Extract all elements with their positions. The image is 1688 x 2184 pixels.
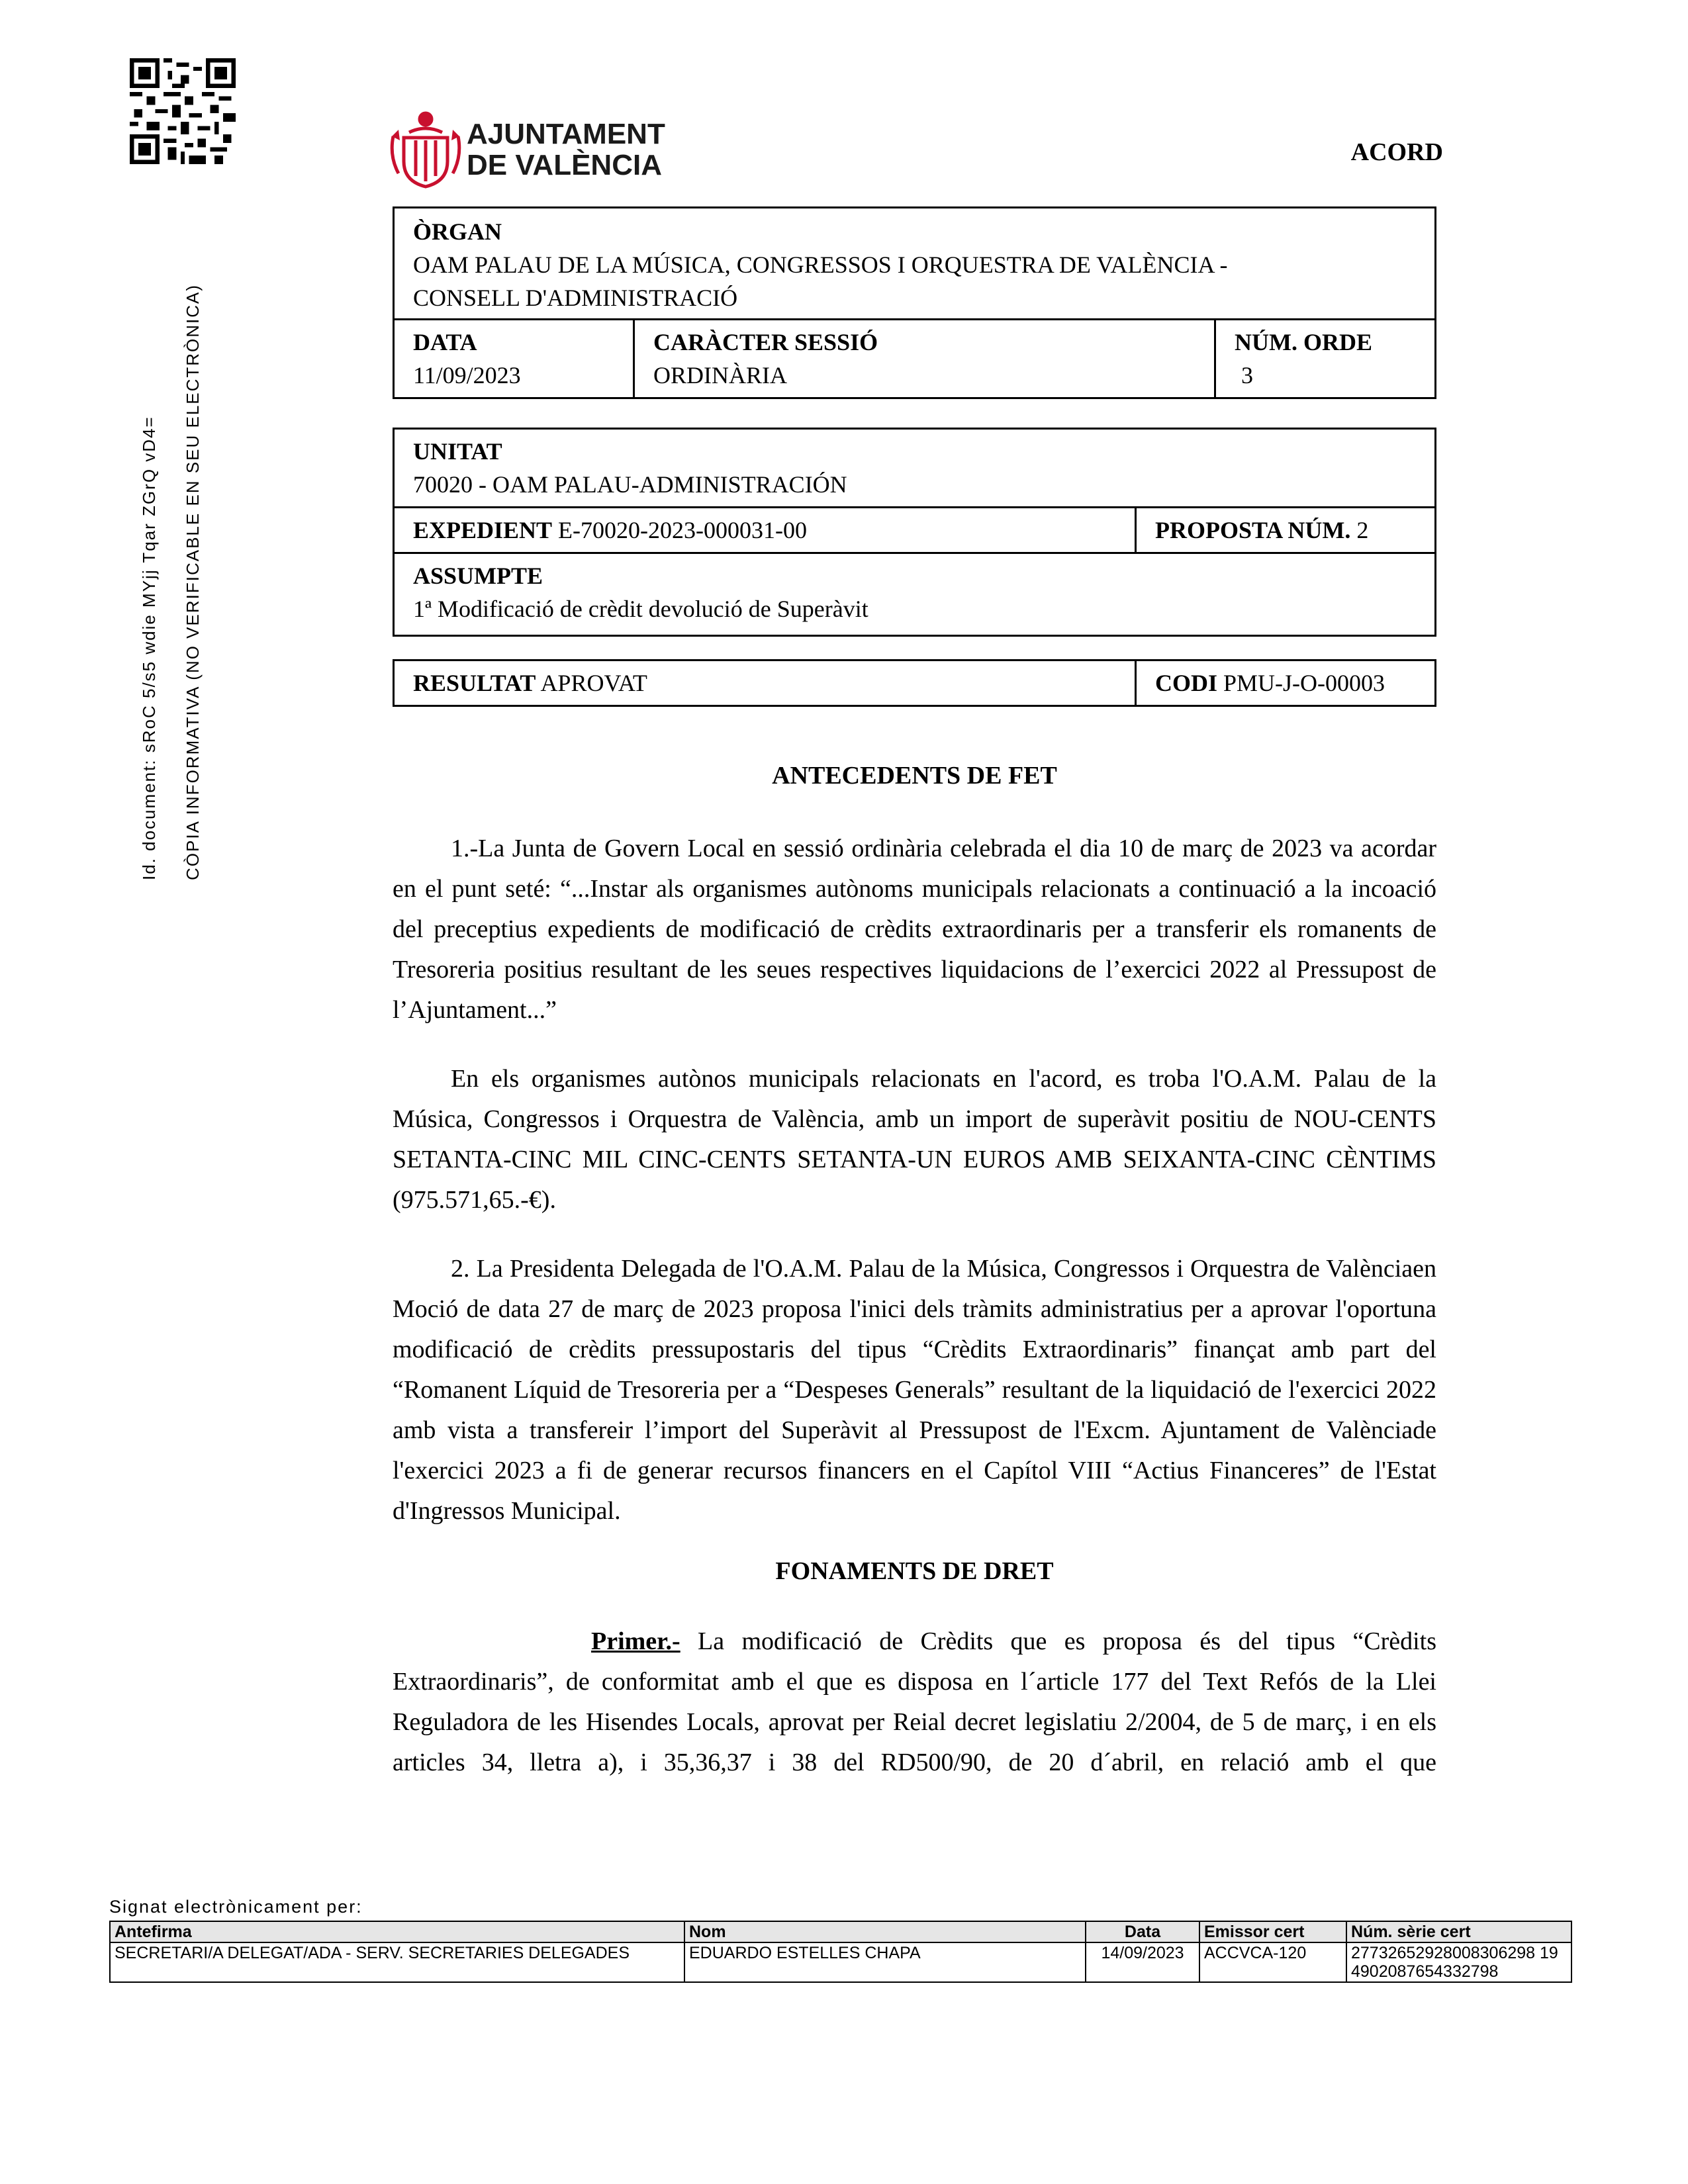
paragraph-2: En els organismes autònos municipals relacionats en l'acord, es troba l'O.A.M. Palau de la Música, Congressos i Orquestra de València, amb un import de superàvit positiu de NOU-CENTS SETANTA-CINC MIL CINC-CENTS SETANTA-UN EUROS AMB SEIXANTA-CINC CÈNTIMS (975.571,65.-€). — [393, 1065, 1436, 1214]
session-label: CARÀCTER SESSIÓ — [653, 329, 878, 355]
city-crest-icon — [389, 110, 462, 191]
expedient-label: EXPEDIENT — [413, 517, 553, 543]
header-data: Data — [1086, 1921, 1199, 1942]
cell-nom: EDUARDO ESTELLES CHAPA — [684, 1942, 1086, 1982]
paragraph-4-text: La modificació de Crèdits que es proposa és del tipus “Crèdits Extraordinaris”, de conformitat amb el que es disposa en l´article 177 del Text Refós de la Llei Reguladora de les Hisendes Locals, aprovat per Reial decret legislatiu 2/2004, de 5 de març, i en els articles 34, lletra a), i 35,36,37 i 38 del RD500/90, de 20 d´abril, en relació amb el que — [393, 1627, 1436, 1776]
code-value: PMU-J-O-00003 — [1223, 670, 1385, 696]
order-label: NÚM. ORDE — [1235, 329, 1372, 355]
document-type: ACORD — [1350, 138, 1443, 166]
result-label: RESULTAT — [413, 670, 536, 696]
organ-label: ÒRGAN — [413, 218, 502, 245]
paragraph-3: 2. La Presidenta Delegada de l'O.A.M. Palau de la Música, Congressos i Orquestra de Valènciaen Moció de data 27 de març de 2023 proposa l'inici dels tràmits administratius per a aprovar l'oportuna modificació de crèdits pressupostaris del tipus “Crèdits Extraordinaris” finançat amb part del “Romanent Líquid de Tresoreria per a “Despeses Generals” resultant de la liquidació de l'exercici 2022 amb vista a transfereir l’import del Superàvit al Pressupost de l'Excm. Ajuntament de Valènciade l'exercici 2023 a fi de generar recursos financers en el Capítol VIII “Actius Financeres” de l'Estat d'Ingressos Municipal. — [393, 1255, 1436, 1525]
date-value: 11/09/2023 — [413, 362, 521, 388]
result-value: APROVAT — [540, 670, 647, 696]
expedient-value: E-70020-2023-000031-00 — [558, 517, 807, 543]
organ-value-line1: OAM PALAU DE LA MÚSICA, CONGRESSOS I ORQUESTRA DE VALÈNCIA - — [413, 251, 1228, 278]
header-nom: Nom — [684, 1921, 1086, 1942]
logo-title-line2: DE VALÈNCIA — [467, 149, 662, 181]
cell-emissor: ACCVCA-120 — [1199, 1942, 1346, 1982]
cell-serie: 27732652928008306298 194902087654332798 — [1346, 1942, 1571, 1982]
paragraph-1: 1.-La Junta de Govern Local en sessió ordinària celebrada el dia 10 de març de 2023 va acordar en el punt seté: “...Instar als organismes autònoms municipals relacionats a continuació a la incoació del preceptius expedients de modificació de crèdits extraordinaris per a transferir els romanents de Tresoreria positius resultant de les seues respectives liquidacions de l’exercici 2022 al Pressupost de l’Ajuntament...” — [393, 835, 1436, 1024]
proposal-value: 2 — [1356, 517, 1369, 543]
side-copy-notice: CÒPIA INFORMATIVA (NO VERIFICABLE EN SEU ELECTRÒNICA) — [183, 283, 203, 880]
cell-data: 14/09/2023 — [1086, 1942, 1199, 1982]
signature-table — [109, 1921, 1572, 1983]
logo-title-line1: AJUNTAMENT — [467, 118, 665, 150]
qr-code-icon — [130, 58, 236, 164]
order-value: 3 — [1241, 362, 1253, 388]
subject-label: ASSUMPTE — [413, 563, 543, 589]
table-row — [110, 1942, 1571, 1982]
session-value: ORDINÀRIA — [653, 362, 787, 388]
code-label: CODI — [1155, 670, 1218, 696]
paragraph-4 — [393, 1621, 1436, 1783]
heading-fonaments: FONAMENTS DE DRET — [775, 1557, 1054, 1585]
unit-label: UNITAT — [413, 438, 502, 465]
cell-antefirma: SECRETARI/A DELEGAT/ADA - SERV. SECRETARIES DELEGADES — [110, 1942, 684, 1982]
subject-value: 1ª Modificació de crèdit devolució de Superàvit — [413, 596, 868, 622]
paragraph-4-lead: Primer.- — [591, 1627, 680, 1655]
unit-box — [393, 428, 1436, 637]
heading-antecedents: ANTECEDENTS DE FET — [772, 762, 1057, 790]
unit-value: 70020 - OAM PALAU-ADMINISTRACIÓN — [413, 471, 847, 498]
signature-caption: Signat electrònicament per: — [109, 1897, 363, 1917]
date-label: DATA — [413, 329, 477, 355]
organ-box — [393, 206, 1436, 399]
header-serie: Núm. sèrie cert — [1346, 1921, 1571, 1942]
organ-value-line2: CONSELL D'ADMINISTRACIÓ — [413, 285, 738, 311]
result-box — [393, 659, 1436, 707]
header-emissor: Emissor cert — [1199, 1921, 1346, 1942]
header-antefirma: Antefirma — [110, 1921, 684, 1942]
proposal-label: PROPOSTA NÚM. — [1155, 517, 1351, 543]
signature-header-row — [110, 1921, 1571, 1942]
side-document-id: Id. document: sRoC 5/s5 wdie MYjj Tqar ZGrQ vD4= — [139, 416, 159, 880]
